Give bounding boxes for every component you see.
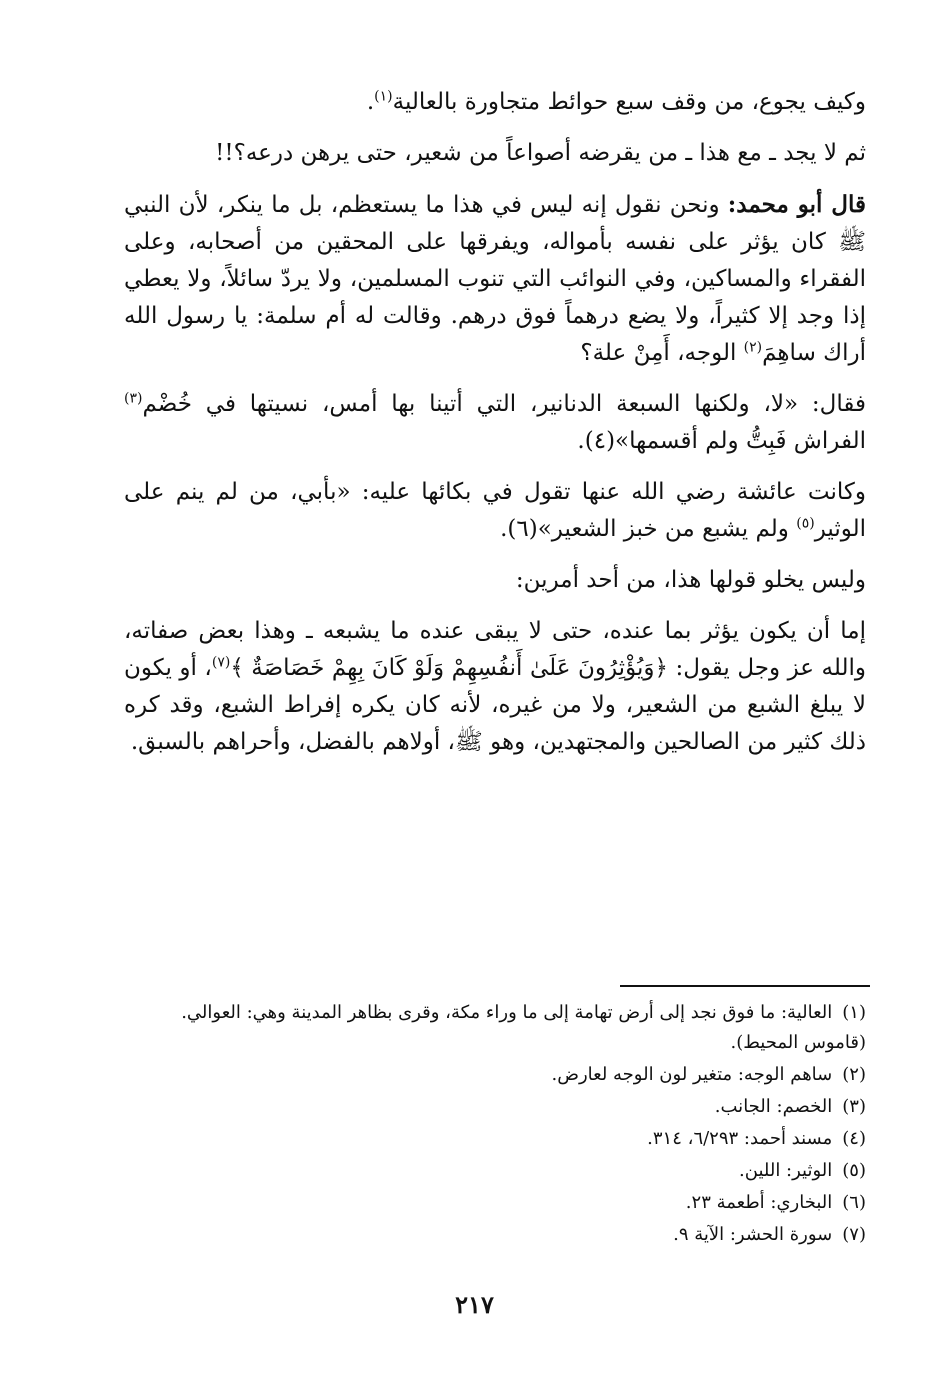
paragraph-text: ونحن نقول إنه ليس في هذا ما يستعظم، بل ما ينكر، لأن النبي ﷺ كان يؤثر على نفسه بأمواله، ويفرقها على المحقين من أصحابه، وعلى الفقراء والمساكين، وفي النوائب التي تنوب المسلمين، ولا يردّ سائلاً، ولا يعطي إذا وجد إلا كثيراً، ولا يضع درهماً فوق درهم. وقالت له أم سلمة: يا رسول الله أراك ساهِمَ — [124, 192, 866, 366]
body-text — [124, 84, 866, 775]
footnote-number: (١) — [842, 1002, 866, 1023]
footnote-5 — [124, 1156, 866, 1186]
footnote-divider — [620, 985, 870, 987]
footnote-7 — [124, 1220, 866, 1250]
footnote-3 — [124, 1092, 866, 1122]
paragraph-1 — [124, 84, 866, 121]
footnote-text: سورة الحشر: الآية ٩. — [673, 1224, 833, 1245]
page-number: ٢١٧ — [455, 1290, 494, 1319]
footnote-ref: (٢) — [743, 339, 763, 356]
footnote-number: (٣) — [842, 1096, 866, 1117]
paragraph-5 — [124, 474, 866, 548]
footnote-text: العالية: ما فوق نجد إلى أرض تهامة إلى ما وراء مكة، وقرى بظاهر المدينة وهي: العوالي. (قاموس المحيط). — [181, 1002, 866, 1053]
footnote-number: (٦) — [842, 1192, 866, 1213]
paragraph-tail: الوجه، أَمِنْ علة؟ — [580, 340, 744, 366]
footnote-text: الخصم: الجانب. — [714, 1096, 833, 1117]
paragraph-text: وليس يخلو قولها هذا، من أحد أمرين: — [515, 567, 866, 593]
paragraph-text: وكيف يجوع، من وقف سبع حوائط متجاورة بالعالية — [392, 89, 866, 115]
paragraph-tail: ولم يشبع من خبز الشعير»(٦). — [500, 516, 797, 542]
paragraph-6 — [124, 562, 866, 599]
footnote-number: (٢) — [842, 1064, 866, 1085]
footnote-2 — [124, 1060, 866, 1090]
paragraph-text: ثم لا يجد ـ مع هذا ـ من يقرضه أصواعاً من شعير، حتى يرهن درعه؟!! — [215, 140, 866, 166]
paragraph-2 — [124, 135, 866, 172]
footnote-ref: (٣) — [124, 390, 143, 407]
footnote-ref: (١) — [374, 88, 393, 105]
footnote-ref: (٧) — [211, 654, 231, 671]
paragraph-tail: . — [366, 89, 375, 115]
paragraph-3 — [124, 186, 866, 372]
footnote-ref: (٥) — [796, 515, 815, 532]
footnote-text: مسند أحمد: ٦/٢٩٣، ٣١٤. — [647, 1128, 833, 1149]
paragraph-text: فقال: «لا، ولكنها السبعة الدنانير، التي أتينا بها أمس، نسيتها في خُضْم — [142, 391, 866, 417]
footnote-text: الوثير: اللين. — [739, 1160, 833, 1181]
footnote-text: البخاري: أطعمة ٢٣. — [685, 1192, 833, 1213]
paragraph-lead: قال أبو محمد: — [727, 191, 866, 218]
footnote-number: (٤) — [842, 1128, 866, 1149]
footnote-number: (٥) — [842, 1160, 866, 1181]
paragraph-4 — [124, 386, 866, 460]
paragraph-tail: ، أو يكون لا يبلغ الشبع من الشعير، ولا من غيره، لأنه كان يكره إفراط الشبع، وقد كره ذلك كثير من الصالحين والمجتهدين، وهو ﷺ، أولاهم بالفضل، وأحراهم بالسبق. — [124, 655, 866, 755]
paragraph-text: وكانت عائشة رضي الله عنها تقول في بكائها عليه: «بأبي، من لم ينم على الوثير — [124, 479, 866, 542]
paragraph-text: إما أن يكون يؤثر بما عنده، حتى لا يبقى عنده ما يشبعه ـ وهذا بعض صفاته، والله عز وجل يقول: ﴿وَيُؤْثِرُونَ عَلَىٰ أَنفُسِهِمْ وَلَوْ كَانَ بِهِمْ خَصَاصَةٌ ﴾ — [124, 618, 866, 681]
paragraph-7 — [124, 613, 866, 761]
footnote-number: (٧) — [842, 1224, 866, 1245]
footnote-text: ساهم الوجه: متغير لون الوجه لعارض. — [551, 1064, 833, 1085]
footnotes — [124, 998, 866, 1252]
footnote-1 — [124, 998, 866, 1058]
footnote-6 — [124, 1188, 866, 1218]
paragraph-tail: الفراش فَبِتُّ ولم أقسمها»(٤). — [577, 428, 866, 454]
footnote-4 — [124, 1124, 866, 1154]
